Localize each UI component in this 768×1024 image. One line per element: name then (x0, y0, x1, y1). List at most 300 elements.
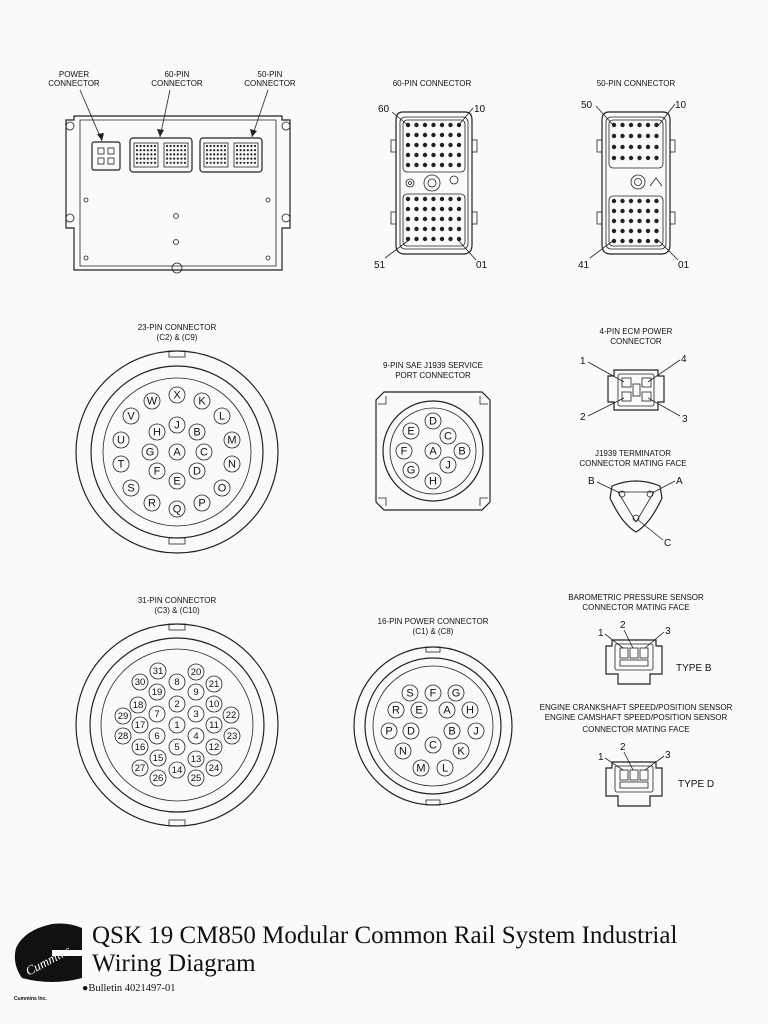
pin-dot (612, 145, 616, 149)
pin-dot (143, 149, 145, 151)
pin-label-D: D (429, 415, 437, 428)
pin-dot (612, 199, 616, 203)
pin-label-27: 27 (134, 763, 146, 774)
pin-dot (431, 207, 435, 211)
pin-dot (177, 149, 179, 151)
pin-label-9: 9 (193, 687, 199, 698)
crank-title-3: CONNECTOR MATING FACE (582, 725, 690, 734)
pin-dot (213, 145, 215, 147)
pin-dot (143, 153, 145, 155)
pin-dot (154, 158, 156, 160)
pin50-connector-title: 50-PIN CONNECTOR (596, 79, 676, 88)
pin-dot (431, 227, 435, 231)
pin-dot (136, 145, 138, 147)
pin-dot (629, 199, 633, 203)
pin-dot (612, 219, 616, 223)
pin-dot (423, 153, 427, 157)
baro-pin-3: 3 (665, 626, 671, 637)
cummins-logo (12, 920, 84, 986)
pin-label-S: S (127, 482, 135, 495)
pin-dot (147, 158, 149, 160)
pin-dot (646, 199, 650, 203)
pin-dot (431, 217, 435, 221)
pin-dot (143, 145, 145, 147)
pin-dot (414, 197, 418, 201)
pin-dot (637, 219, 641, 223)
pin-dot (224, 149, 226, 151)
ecm4-pin-4: 4 (681, 354, 687, 365)
pin-dot (170, 149, 172, 151)
pin-label-8: 8 (174, 677, 180, 688)
pin-label-26: 26 (152, 773, 164, 784)
pin-dot (637, 229, 641, 233)
pin-label-G: G (451, 687, 461, 700)
crank-pin-1: 1 (598, 752, 604, 763)
pin-dot (414, 217, 418, 221)
power-connector-label-1: POWER (58, 70, 90, 79)
pin-dot (150, 145, 152, 147)
pin-dot (637, 145, 641, 149)
pin-dot (406, 197, 410, 201)
connector-16-pin-power (354, 617, 512, 805)
pin-dot (147, 162, 149, 164)
pin-label-30: 30 (134, 677, 146, 688)
pin-dot (217, 158, 219, 160)
pin60-connector-title: 60-PIN CONNECTOR (392, 79, 472, 88)
pin-dot (143, 162, 145, 164)
pin-dot (620, 219, 624, 223)
pin-dot (243, 145, 245, 147)
pin-dot (154, 145, 156, 147)
connector-50-pin (578, 79, 690, 271)
pin-dot (654, 145, 658, 149)
pin-dot (629, 219, 633, 223)
pin-label-W: W (146, 395, 158, 408)
pin-dot (236, 153, 238, 155)
pin-dot (440, 133, 444, 137)
pin-dot (180, 158, 182, 160)
pin-dot (423, 237, 427, 241)
pin23-title-2: (C2) & (C9) (156, 333, 198, 342)
pin-dot (423, 217, 427, 221)
pin60-label-10: 10 (474, 104, 486, 115)
pin-label-R: R (392, 704, 400, 717)
pin-dot (250, 158, 252, 160)
connector-23-pin (76, 323, 278, 553)
pin50-label-01: 01 (678, 260, 690, 271)
pin-label-L: L (441, 762, 449, 775)
pin-dot (457, 143, 461, 147)
pin-label-M: M (416, 762, 426, 775)
pin-dot (448, 163, 452, 167)
connector-j1939-terminator (579, 449, 686, 549)
pin-dot (423, 133, 427, 137)
pin-dot (440, 123, 444, 127)
pin-label-P: P (198, 497, 206, 510)
pin-dot (646, 239, 650, 243)
pin-dot (423, 197, 427, 201)
pin-label-O: O (217, 482, 227, 495)
pin-dot (150, 158, 152, 160)
pin-label-29: 29 (117, 711, 129, 722)
pin-dot (177, 158, 179, 160)
pin-dot (206, 158, 208, 160)
ecm4-title-2: CONNECTOR (610, 337, 662, 346)
pin-dot (629, 156, 633, 160)
bulletin-number (82, 983, 176, 994)
pin-dot (254, 158, 256, 160)
pin-dot (177, 162, 179, 164)
pin-dot (210, 149, 212, 151)
pin-dot (213, 158, 215, 160)
pin-label-12: 12 (208, 742, 220, 753)
pin-label-A: A (443, 704, 451, 717)
pin-label-G: G (145, 446, 155, 459)
pin-dot (646, 145, 650, 149)
pin-dot (217, 145, 219, 147)
pin-dot (646, 134, 650, 138)
pin-dot (147, 149, 149, 151)
pin-label-K: K (198, 395, 206, 408)
j1939-pin-b: B (588, 476, 595, 487)
power-connector-label-2: CONNECTOR (48, 79, 100, 88)
pin-dot (243, 158, 245, 160)
pin-label-E: E (415, 704, 423, 717)
pin-label-19: 19 (151, 687, 163, 698)
pin-dot (206, 145, 208, 147)
pin-dot (620, 199, 624, 203)
pin-dot (457, 163, 461, 167)
pin-label-15: 15 (152, 753, 164, 764)
pin-dot (440, 143, 444, 147)
pin-dot (457, 217, 461, 221)
type-d-label: TYPE D (678, 779, 715, 790)
pin-dot (217, 162, 219, 164)
pin-dot (206, 149, 208, 151)
pin-dot (629, 123, 633, 127)
ecm-module (48, 70, 296, 273)
pin-dot (147, 145, 149, 147)
pin-label-M: M (227, 434, 237, 447)
sae9-title-2: PORT CONNECTOR (395, 371, 471, 380)
pin-dot (431, 143, 435, 147)
pin-label-N: N (399, 745, 407, 758)
pin-dot (431, 123, 435, 127)
pin60-label-01: 01 (476, 260, 488, 271)
document-title-line-1: QSK 19 CM850 Modular Common Rail System Industrial (92, 922, 678, 949)
pin-dot (620, 229, 624, 233)
pin-label-H: H (466, 704, 474, 717)
pin31-title-1: 31-PIN CONNECTOR (137, 596, 217, 605)
pin-dot (170, 162, 172, 164)
pin-dot (147, 153, 149, 155)
pin-label-C: C (200, 446, 208, 459)
pin-dot (620, 156, 624, 160)
pin-dot (448, 237, 452, 241)
pin-dot (440, 153, 444, 157)
pin-label-Q: Q (172, 503, 182, 516)
pin-dot (184, 158, 186, 160)
pin-dot (154, 149, 156, 151)
pin-label-D: D (193, 465, 201, 478)
pin-dot (236, 145, 238, 147)
pin-dot (180, 149, 182, 151)
pin-dot (213, 153, 215, 155)
pin-dot (254, 145, 256, 147)
pin-dot (173, 149, 175, 151)
crank-pin-2: 2 (620, 742, 626, 753)
pin-label-G: G (406, 464, 416, 477)
pin-label-A: A (173, 446, 181, 459)
pin-dot (448, 207, 452, 211)
pin-dot (166, 153, 168, 155)
pin-dot (254, 149, 256, 151)
pin-label-16: 16 (134, 742, 146, 753)
pin-dot (140, 149, 142, 151)
pin-dot (247, 153, 249, 155)
pin-dot (431, 133, 435, 137)
pin-label-V: V (127, 410, 135, 423)
pin-dot (440, 237, 444, 241)
ecm4-pin-1: 1 (580, 356, 586, 367)
pin-label-21: 21 (208, 679, 220, 690)
pin-dot (414, 143, 418, 147)
connector-9-pin-sae (376, 361, 490, 510)
pin-dot (136, 162, 138, 164)
pin-dot (220, 149, 222, 151)
pin-label-B: B (193, 426, 201, 439)
pin-dot (629, 134, 633, 138)
pin-dot (210, 162, 212, 164)
pin-dot (210, 145, 212, 147)
pin-dot (177, 145, 179, 147)
pin-label-C: C (444, 430, 452, 443)
pin-dot (414, 163, 418, 167)
pin-dot (620, 209, 624, 213)
j1939-title-1: J1939 TERMINATOR (594, 449, 672, 458)
pin-dot (243, 162, 245, 164)
pin-label-J: J (473, 725, 479, 738)
pin50-label-50: 50 (581, 100, 593, 111)
pin-dot (457, 197, 461, 201)
baro-pin-1: 1 (598, 628, 604, 639)
pin60-label-51: 51 (374, 260, 386, 271)
pin-dot (423, 207, 427, 211)
pin-dot (140, 153, 142, 155)
pin-label-2: 2 (174, 699, 180, 710)
pin-dot (431, 237, 435, 241)
pin-dot (247, 149, 249, 151)
connector-60-pin (374, 79, 488, 271)
pin-dot (423, 123, 427, 127)
pin-dot (250, 145, 252, 147)
pin-dot (166, 158, 168, 160)
pin-dot (243, 149, 245, 151)
pin-dot (180, 153, 182, 155)
pin-label-3: 3 (193, 709, 199, 720)
pin-dot (166, 162, 168, 164)
pin-label-J: J (445, 459, 451, 472)
connector-4-pin-ecm (580, 327, 688, 425)
pin-label-17: 17 (134, 720, 146, 731)
pin-label-H: H (153, 426, 161, 439)
pin50-label-10: 10 (675, 100, 687, 111)
pin-label-E: E (173, 475, 181, 488)
pin-dot (180, 162, 182, 164)
pin60-label-60: 60 (378, 104, 390, 115)
pin-dot (254, 162, 256, 164)
pin-dot (184, 145, 186, 147)
pin-dot (654, 219, 658, 223)
pin-dot (440, 217, 444, 221)
pin-dot (414, 237, 418, 241)
pin-label-H: H (429, 475, 437, 488)
pin-dot (431, 197, 435, 201)
pin-label-B: B (448, 725, 456, 738)
pin-dot (220, 158, 222, 160)
pin-dot (637, 209, 641, 213)
pin23-title-1: 23-PIN CONNECTOR (137, 323, 217, 332)
pin-dot (629, 145, 633, 149)
pin-dot (250, 149, 252, 151)
pin-dot (184, 149, 186, 151)
pin-dot (240, 153, 242, 155)
pin-label-13: 13 (190, 754, 202, 765)
pin-dot (177, 153, 179, 155)
pin-dot (224, 153, 226, 155)
pin-dot (224, 145, 226, 147)
pin-dot (236, 149, 238, 151)
pin-dot (414, 123, 418, 127)
pin-dot (629, 209, 633, 213)
pin-dot (170, 145, 172, 147)
pin-dot (620, 123, 624, 127)
pin-dot (140, 145, 142, 147)
pin-dot (240, 145, 242, 147)
pin-dot (637, 156, 641, 160)
crank-pin-3: 3 (665, 750, 671, 761)
pin-dot (247, 162, 249, 164)
pin-dot (654, 123, 658, 127)
pin-label-K: K (457, 745, 465, 758)
j1939-title-2: CONNECTOR MATING FACE (579, 459, 687, 468)
pin-dot (448, 143, 452, 147)
pin-dot (254, 153, 256, 155)
pin-dot (236, 162, 238, 164)
pin-dot (431, 163, 435, 167)
pin-dot (150, 153, 152, 155)
pin-label-28: 28 (117, 731, 129, 742)
pin-dot (180, 145, 182, 147)
pin-dot (423, 143, 427, 147)
j1939-pin-a: A (676, 476, 683, 487)
pin-label-23: 23 (226, 731, 238, 742)
pin-label-X: X (173, 389, 181, 402)
pin-dot (414, 153, 418, 157)
pin-dot (140, 158, 142, 160)
pin-dot (136, 149, 138, 151)
pin-dot (240, 149, 242, 151)
ecm4-pin-3: 3 (682, 414, 688, 425)
pin-label-R: R (148, 497, 156, 510)
pin-dot (243, 153, 245, 155)
pin-label-L: L (218, 410, 226, 423)
pin-label-F: F (153, 465, 161, 478)
pin-label-C: C (429, 739, 437, 752)
pin-dot (646, 229, 650, 233)
pin-dot (457, 133, 461, 137)
pin-dot (166, 145, 168, 147)
pin-dot (414, 207, 418, 211)
pin-dot (654, 199, 658, 203)
pin-dot (166, 149, 168, 151)
pin-dot (250, 153, 252, 155)
pin-dot (637, 123, 641, 127)
pin-dot (637, 134, 641, 138)
pin-dot (448, 153, 452, 157)
registered-icon: ● (82, 983, 89, 994)
pin50-top-label-2: CONNECTOR (244, 79, 296, 88)
pin-label-B: B (458, 445, 466, 458)
pin-dot (173, 145, 175, 147)
pin-label-E: E (407, 425, 415, 438)
type-b-label: TYPE B (676, 663, 712, 674)
pin-dot (213, 149, 215, 151)
pin-dot (423, 163, 427, 167)
pin-dot (173, 153, 175, 155)
pin-dot (440, 197, 444, 201)
pin-dot (612, 134, 616, 138)
pin-dot (406, 153, 410, 157)
pin-label-7: 7 (154, 709, 160, 720)
pin-dot (654, 239, 658, 243)
pin16-title-2: (C1) & (C8) (412, 627, 454, 636)
pin-dot (414, 133, 418, 137)
pin-dot (240, 158, 242, 160)
pin-label-F: F (429, 687, 437, 700)
pin-label-20: 20 (190, 667, 202, 678)
document-title-line-2: Wiring Diagram (92, 950, 256, 977)
pin-dot (620, 239, 624, 243)
pin-label-10: 10 (208, 699, 220, 710)
pin-dot (612, 229, 616, 233)
pin-dot (406, 163, 410, 167)
pin-dot (213, 162, 215, 164)
connector-31-pin (76, 596, 278, 826)
bulletin-text: Bulletin 4021497-01 (88, 983, 176, 994)
pin-dot (629, 229, 633, 233)
ecm4-pin-2: 2 (580, 412, 586, 423)
pin-dot (654, 156, 658, 160)
pin-dot (612, 209, 616, 213)
sensor-crank-cam-type-d (540, 703, 733, 806)
pin-dot (224, 158, 226, 160)
pin-dot (217, 149, 219, 151)
pin-dot (448, 227, 452, 231)
pin-dot (150, 162, 152, 164)
pin-dot (406, 227, 410, 231)
pin-dot (440, 163, 444, 167)
pin-label-6: 6 (154, 731, 160, 742)
pin-dot (414, 227, 418, 231)
pin-dot (637, 239, 641, 243)
pin-label-18: 18 (132, 700, 144, 711)
pin-dot (646, 209, 650, 213)
pin-dot (440, 207, 444, 211)
pin-label-1: 1 (174, 720, 180, 731)
pin-dot (423, 227, 427, 231)
pin-dot (646, 156, 650, 160)
